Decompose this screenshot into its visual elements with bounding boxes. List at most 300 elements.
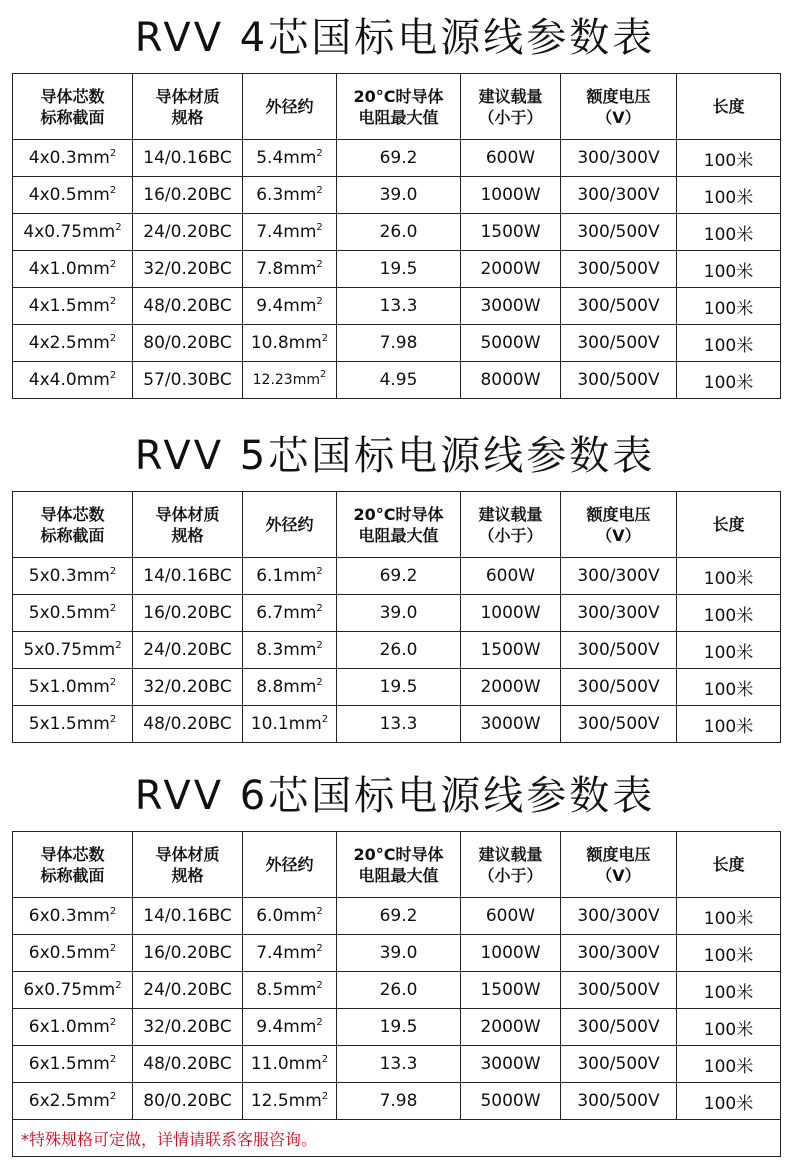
unit-superscript: 2 [316, 980, 323, 991]
cell-load [461, 632, 561, 669]
cell-length [677, 632, 781, 669]
cell-resistance [337, 140, 461, 177]
cell-voltage [561, 251, 677, 288]
cell-load [461, 1046, 561, 1083]
cell-value: 300/300V [577, 566, 660, 586]
cell-outer-diameter [243, 214, 337, 251]
unit-superscript: 2 [316, 603, 323, 614]
cell-value: 100米 [703, 945, 754, 966]
cell-value: 8000W [480, 370, 541, 390]
cell-value: 5.4mm [256, 148, 317, 168]
header-line: 长度 [712, 855, 745, 874]
unit-superscript: 2 [109, 1054, 117, 1065]
header-line: （V） [596, 525, 641, 545]
cell-outer-diameter [243, 595, 337, 632]
cell-outer-diameter [243, 325, 337, 362]
cell-value: 5x1.0mm [28, 677, 110, 697]
cell-resistance [337, 935, 461, 972]
cell-length [677, 362, 781, 399]
unit-superscript: 2 [316, 943, 323, 954]
cell-resistance [337, 1009, 461, 1046]
cell-resistance [337, 972, 461, 1009]
header-line: 20°C时导体 [353, 86, 444, 106]
table-row [13, 288, 781, 325]
cell-value: 100米 [703, 1019, 754, 1040]
header-line: 电阻最大值 [358, 107, 439, 127]
cell-resistance [337, 325, 461, 362]
cell-value: 13.3 [379, 1054, 418, 1074]
cell-value: 39.0 [379, 603, 418, 623]
cell-material [133, 1046, 243, 1083]
unit-superscript: 2 [115, 980, 122, 991]
unit-superscript: 2 [319, 369, 327, 380]
header-resistance [337, 492, 461, 558]
cell-length [677, 669, 781, 706]
cell-value: 4x2.5mm [28, 333, 110, 353]
cell-material [133, 251, 243, 288]
cell-value: 4.95 [379, 370, 418, 390]
cell-length [677, 972, 781, 1009]
header-line: 长度 [712, 97, 745, 116]
header-length [677, 832, 781, 898]
cell-length [677, 558, 781, 595]
unit-superscript: 2 [115, 640, 122, 651]
cell-value: 300/300V [577, 603, 660, 623]
cell-value: 6.7mm [256, 603, 317, 623]
cell-resistance [337, 1083, 461, 1120]
cell-length [677, 177, 781, 214]
unit-superscript: 2 [109, 603, 117, 614]
cell-value: 39.0 [379, 943, 418, 963]
cell-outer-diameter [243, 251, 337, 288]
header-line: 标称截面 [40, 525, 105, 545]
cell-value: 300/300V [577, 943, 660, 963]
cell-material [133, 972, 243, 1009]
cell-value: 10.1mm [250, 714, 322, 734]
cell-length [677, 140, 781, 177]
cell-value: 100米 [703, 568, 754, 589]
unit-superscript: 2 [109, 333, 117, 344]
header-length [677, 74, 781, 140]
cell-value: 300/300V [577, 185, 660, 205]
header-line: 建议载量 [478, 844, 543, 864]
cell-length [677, 1083, 781, 1120]
cell-voltage [561, 288, 677, 325]
spec-table-6-core [12, 831, 781, 1157]
cell-value: 100米 [703, 335, 754, 356]
cell-value: 19.5 [379, 677, 418, 697]
cell-value: 300/300V [577, 148, 660, 168]
cell-voltage [561, 1046, 677, 1083]
table-row [13, 632, 781, 669]
cell-value: 32/0.20BC [143, 677, 232, 697]
unit-superscript: 2 [109, 296, 117, 307]
cell-value: 1500W [480, 222, 541, 242]
cell-length [677, 706, 781, 743]
header-line: 导体芯数 [40, 844, 105, 864]
cell-outer-diameter [243, 1083, 337, 1120]
cell-outer-diameter [243, 972, 337, 1009]
cell-length [677, 1046, 781, 1083]
cell-value: 32/0.20BC [143, 259, 232, 279]
header-line: 导体材质 [155, 844, 220, 864]
cell-cross-section [13, 177, 133, 214]
cell-cross-section [13, 632, 133, 669]
cell-outer-diameter [243, 669, 337, 706]
spec-table-4-core [12, 73, 781, 399]
cell-cross-section [13, 558, 133, 595]
table-row [13, 706, 781, 743]
cell-load [461, 288, 561, 325]
header-row [13, 492, 781, 558]
cell-value: 48/0.20BC [143, 1054, 232, 1074]
header-resistance [337, 832, 461, 898]
cell-voltage [561, 177, 677, 214]
cell-value: 39.0 [379, 185, 418, 205]
cell-value: 13.3 [379, 714, 418, 734]
cell-value: 80/0.20BC [143, 1091, 232, 1111]
cell-material [133, 706, 243, 743]
cell-value: 7.98 [379, 333, 418, 353]
header-row [13, 832, 781, 898]
header-line: 额度电压 [586, 844, 651, 864]
header-line: 额度电压 [586, 86, 651, 106]
unit-superscript: 2 [109, 1091, 117, 1102]
cell-value: 8.5mm [256, 980, 317, 1000]
cell-length [677, 325, 781, 362]
cell-load [461, 706, 561, 743]
cell-value: 100米 [703, 642, 754, 663]
cell-value: 9.4mm [256, 1017, 317, 1037]
cell-value: 26.0 [379, 640, 418, 660]
cell-value: 48/0.20BC [143, 714, 232, 734]
table-row [13, 669, 781, 706]
cell-value: 100米 [703, 908, 754, 929]
cell-outer-diameter [243, 632, 337, 669]
cell-cross-section [13, 1083, 133, 1120]
table-row [13, 325, 781, 362]
cell-voltage [561, 669, 677, 706]
cell-value: 6x0.5mm [28, 943, 110, 963]
cell-value: 16/0.20BC [143, 185, 232, 205]
unit-superscript: 2 [321, 1091, 329, 1102]
cell-value: 100米 [703, 605, 754, 626]
cell-cross-section [13, 935, 133, 972]
cell-material [133, 898, 243, 935]
header-cross-section [13, 492, 133, 558]
header-load [461, 492, 561, 558]
cell-load [461, 214, 561, 251]
cell-value: 4x1.0mm [28, 259, 110, 279]
cell-value: 2000W [480, 259, 541, 279]
table-row [13, 972, 781, 1009]
cell-material [133, 1009, 243, 1046]
cell-cross-section [13, 595, 133, 632]
cell-voltage [561, 898, 677, 935]
cell-value: 100米 [703, 372, 754, 393]
cell-outer-diameter [243, 935, 337, 972]
cell-value: 8.8mm [256, 677, 317, 697]
cell-value: 300/500V [577, 1091, 660, 1111]
cell-cross-section [13, 140, 133, 177]
header-load [461, 832, 561, 898]
cell-value: 11.0mm [250, 1054, 322, 1074]
cell-value: 12.23mm [252, 372, 320, 388]
cell-value: 4x4.0mm [28, 370, 110, 390]
cell-resistance [337, 362, 461, 399]
header-line: 导体材质 [155, 86, 220, 106]
table-row [13, 251, 781, 288]
cell-cross-section [13, 288, 133, 325]
note-row [13, 1120, 781, 1157]
unit-superscript: 2 [316, 566, 323, 577]
cell-value: 13.3 [379, 296, 418, 316]
cell-material [133, 177, 243, 214]
cell-voltage [561, 706, 677, 743]
header-line: 外径约 [265, 855, 314, 874]
cell-value: 24/0.20BC [143, 980, 232, 1000]
cell-value: 6x1.0mm [28, 1017, 110, 1037]
unit-superscript: 2 [316, 906, 323, 917]
cell-value: 300/500V [577, 714, 660, 734]
cell-material [133, 288, 243, 325]
header-line: 长度 [712, 515, 745, 534]
cell-value: 300/500V [577, 1054, 660, 1074]
cell-value: 600W [485, 906, 536, 926]
header-voltage [561, 74, 677, 140]
cell-value: 300/300V [577, 906, 660, 926]
cell-resistance [337, 898, 461, 935]
cell-outer-diameter [243, 140, 337, 177]
header-line: 规格 [171, 107, 204, 127]
cell-length [677, 251, 781, 288]
cell-value: 100米 [703, 1093, 754, 1114]
cell-outer-diameter [243, 558, 337, 595]
cell-value: 3000W [480, 296, 541, 316]
cell-value: 48/0.20BC [143, 296, 232, 316]
header-load [461, 74, 561, 140]
cell-value: 6.0mm [256, 906, 317, 926]
unit-superscript: 2 [316, 185, 323, 196]
cell-value: 24/0.20BC [143, 222, 232, 242]
unit-superscript: 2 [316, 148, 323, 159]
table-row [13, 362, 781, 399]
cell-value: 7.4mm [256, 943, 317, 963]
cell-load [461, 558, 561, 595]
cell-voltage [561, 972, 677, 1009]
cell-material [133, 595, 243, 632]
cell-value: 100米 [703, 261, 754, 282]
header-cross-section [13, 832, 133, 898]
cell-resistance [337, 706, 461, 743]
cell-value: 100米 [703, 150, 754, 171]
cell-value: 3000W [480, 714, 541, 734]
header-material [133, 492, 243, 558]
header-line: 额度电压 [586, 504, 651, 524]
header-line: 外径约 [265, 97, 314, 116]
cell-resistance [337, 214, 461, 251]
cell-outer-diameter [243, 177, 337, 214]
spec-table-5-core [12, 491, 781, 743]
cell-value: 32/0.20BC [143, 1017, 232, 1037]
cell-load [461, 325, 561, 362]
cell-value: 300/500V [577, 370, 660, 390]
unit-superscript: 2 [109, 185, 117, 196]
cell-value: 300/500V [577, 259, 660, 279]
cell-material [133, 669, 243, 706]
cell-load [461, 669, 561, 706]
cell-load [461, 140, 561, 177]
header-material [133, 74, 243, 140]
header-line: （V） [596, 865, 641, 885]
cell-voltage [561, 362, 677, 399]
header-line: 规格 [171, 525, 204, 545]
cell-value: 5x0.75mm [23, 640, 116, 660]
cell-cross-section [13, 898, 133, 935]
cell-value: 3000W [480, 1054, 541, 1074]
table-row [13, 595, 781, 632]
header-cross-section [13, 74, 133, 140]
cell-value: 6x1.5mm [28, 1054, 110, 1074]
header-line: 20°C时导体 [353, 504, 444, 524]
cell-value: 5000W [480, 333, 541, 353]
header-line: 建议载量 [478, 504, 543, 524]
cell-value: 1000W [480, 185, 541, 205]
cell-value: 12.5mm [250, 1091, 322, 1111]
cell-value: 100米 [703, 224, 754, 245]
table-row [13, 935, 781, 972]
cell-value: 100米 [703, 716, 754, 737]
header-line: 电阻最大值 [358, 525, 439, 545]
unit-superscript: 2 [316, 677, 323, 688]
table-title: RVV 4芯国标电源线参数表 [134, 15, 656, 61]
unit-superscript: 2 [109, 906, 117, 917]
cell-value: 2000W [480, 677, 541, 697]
header-line: 规格 [171, 865, 204, 885]
unit-superscript: 2 [115, 222, 122, 233]
cell-value: 1500W [480, 640, 541, 660]
cell-value: 69.2 [379, 906, 418, 926]
cell-length [677, 595, 781, 632]
cell-value: 69.2 [379, 566, 418, 586]
cell-voltage [561, 632, 677, 669]
cell-material [133, 140, 243, 177]
cell-cross-section [13, 669, 133, 706]
cell-value: 5x1.5mm [28, 714, 110, 734]
unit-superscript: 2 [321, 714, 329, 725]
cell-voltage [561, 140, 677, 177]
cell-value: 57/0.30BC [143, 370, 232, 390]
cell-resistance [337, 669, 461, 706]
cell-resistance [337, 632, 461, 669]
unit-superscript: 2 [321, 333, 329, 344]
table-title: RVV 5芯国标电源线参数表 [134, 433, 656, 479]
cell-resistance [337, 251, 461, 288]
cell-material [133, 935, 243, 972]
cell-value: 7.98 [379, 1091, 418, 1111]
cell-value: 300/500V [577, 980, 660, 1000]
cell-material [133, 214, 243, 251]
header-line: 电阻最大值 [358, 865, 439, 885]
cell-value: 1000W [480, 943, 541, 963]
header-line: （小于） [478, 865, 543, 885]
cell-value: 100米 [703, 1056, 754, 1077]
cell-value: 5x0.5mm [28, 603, 110, 623]
cell-voltage [561, 214, 677, 251]
table-row [13, 1046, 781, 1083]
cell-cross-section [13, 251, 133, 288]
cell-cross-section [13, 214, 133, 251]
cell-material [133, 1083, 243, 1120]
unit-superscript: 2 [316, 222, 323, 233]
table-row [13, 1009, 781, 1046]
cell-value: 100米 [703, 298, 754, 319]
cell-value: 16/0.20BC [143, 943, 232, 963]
cell-value: 5x0.3mm [28, 566, 110, 586]
cell-resistance [337, 288, 461, 325]
header-line: 标称截面 [40, 107, 105, 127]
cell-value: 300/500V [577, 640, 660, 660]
cell-value: 100米 [703, 679, 754, 700]
cell-value: 300/500V [577, 1017, 660, 1037]
custom-spec-note: *特殊规格可定做，详情请联系客服咨询。 [13, 1120, 781, 1157]
cell-load [461, 972, 561, 1009]
header-line: 导体芯数 [40, 86, 105, 106]
unit-superscript: 2 [109, 714, 117, 725]
cell-load [461, 177, 561, 214]
cell-value: 26.0 [379, 980, 418, 1000]
cell-value: 24/0.20BC [143, 640, 232, 660]
cell-voltage [561, 558, 677, 595]
header-row [13, 74, 781, 140]
cell-cross-section [13, 706, 133, 743]
cell-value: 80/0.20BC [143, 333, 232, 353]
header-outer-diameter [243, 74, 337, 140]
cell-load [461, 362, 561, 399]
cell-length [677, 898, 781, 935]
cell-value: 1000W [480, 603, 541, 623]
cell-value: 600W [485, 148, 536, 168]
cell-voltage [561, 325, 677, 362]
cell-cross-section [13, 362, 133, 399]
cell-value: 4x0.75mm [23, 222, 116, 242]
cell-resistance [337, 1046, 461, 1083]
cell-value: 16/0.20BC [143, 603, 232, 623]
unit-superscript: 2 [109, 943, 117, 954]
cell-outer-diameter [243, 1046, 337, 1083]
header-line: 建议载量 [478, 86, 543, 106]
header-line: （V） [596, 107, 641, 127]
cell-value: 6.3mm [256, 185, 317, 205]
table-row [13, 558, 781, 595]
cell-value: 2000W [480, 1017, 541, 1037]
cell-outer-diameter [243, 706, 337, 743]
cell-length [677, 214, 781, 251]
unit-superscript: 2 [109, 1017, 117, 1028]
header-line: 导体芯数 [40, 504, 105, 524]
cell-outer-diameter [243, 1009, 337, 1046]
cell-load [461, 1009, 561, 1046]
cell-value: 6x0.3mm [28, 906, 110, 926]
cell-value: 300/500V [577, 296, 660, 316]
cell-value: 6.1mm [256, 566, 317, 586]
unit-superscript: 2 [109, 677, 117, 688]
cell-value: 7.4mm [256, 222, 317, 242]
cell-cross-section [13, 1046, 133, 1083]
header-line: 20°C时导体 [353, 844, 444, 864]
header-line: 导体材质 [155, 504, 220, 524]
header-outer-diameter [243, 832, 337, 898]
